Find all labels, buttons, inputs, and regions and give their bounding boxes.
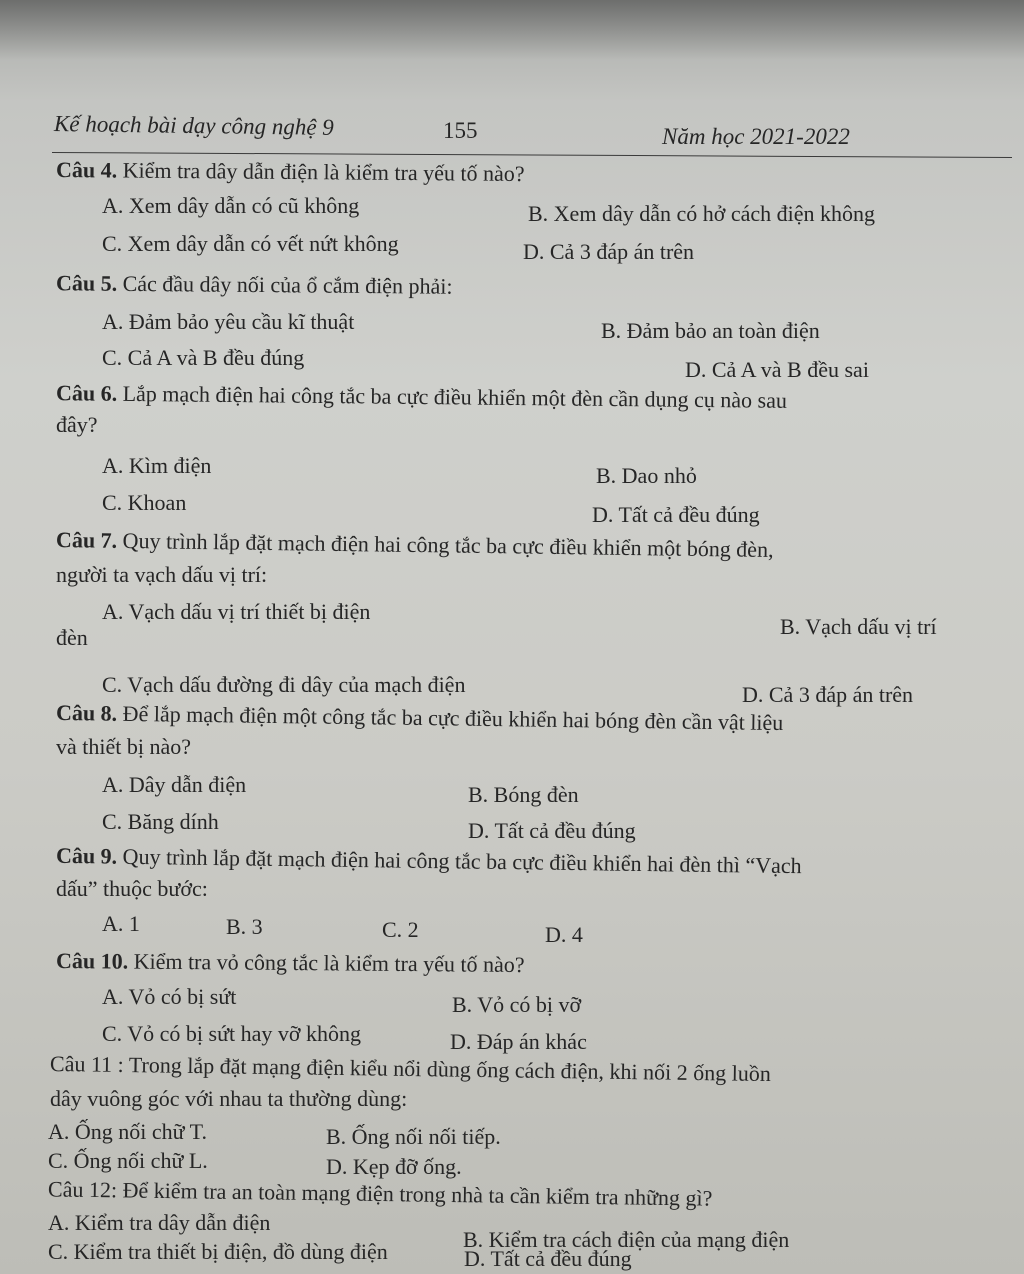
option-c: C. Ống nối chữ L. (48, 1148, 208, 1173)
question-8 (56, 700, 784, 736)
question-text: Các đầu dây nối của ổ cắm điện phải: (117, 270, 453, 299)
question-text: Quy trình lắp đặt mạch điện hai công tắc ba cực điều khiển hai đèn thì “Vạch (116, 843, 802, 879)
question-text: Kiểm tra dây dẫn điện là kiểm tra yếu tố nào? (117, 157, 525, 187)
question-text: Quy trình lắp đặt mạch điện hai công tắc ba cực điều khiển một bóng đèn, (116, 527, 774, 563)
option-c: C. Cả A và B đều đúng (102, 345, 305, 370)
question-number: Câu 8. (55, 699, 118, 726)
option-d: D. Cả 3 đáp án trên (523, 239, 695, 264)
header-school-year: Năm học 2021-2022 (662, 124, 850, 149)
question-9-continued: dấu” thuộc bước: (56, 876, 208, 901)
option-d: D. 4 (545, 922, 583, 947)
option-b: B. Vạch dấu vị trí (780, 614, 937, 639)
option-b: B. Kiểm tra cách điện của mạng điện (463, 1227, 790, 1252)
question-4 (56, 157, 525, 187)
question-number: Câu 7. (55, 526, 118, 553)
option-b: B. Ống nối nối tiếp. (326, 1124, 501, 1149)
question-11: Câu 11 : Trong lắp đặt mạng điện kiểu nổi dùng ống cách điện, khi nối 2 ống luồn (49, 1050, 771, 1087)
question-text: Kiểm tra vỏ công tắc là kiểm tra yếu tố nào? (128, 948, 525, 978)
question-number: Câu 5. (55, 270, 118, 296)
option-b: B. Bóng đèn (468, 782, 579, 807)
question-10 (56, 948, 525, 978)
option-d: D. Tất cả đều đúng (464, 1246, 632, 1271)
option-c: C. 2 (382, 917, 419, 942)
option-c: C. Xem dây dẫn có vết nứt không (102, 231, 399, 256)
option-d: D. Cả A và B đều sai (685, 357, 869, 382)
option-d: D. Kẹp đỡ ống. (326, 1154, 462, 1179)
header-title: Kế hoạch bài dạy công nghệ 9 (53, 111, 334, 140)
option-d: D. Tất cả đều đúng (592, 502, 760, 527)
option-b: B. Dao nhỏ (596, 463, 697, 488)
option-a: A. Kìm điện (102, 453, 212, 478)
question-6 (56, 380, 787, 414)
page-number: 155 (443, 118, 478, 143)
question-11-continued: dây vuông góc với nhau ta thường dùng: (50, 1086, 408, 1111)
question-5 (56, 270, 453, 299)
option-c: C. Vỏ có bị sứt hay vỡ không (102, 1021, 362, 1046)
option-b: B. Vỏ có bị vỡ (452, 992, 582, 1017)
option-c: C. Kiểm tra thiết bị điện, đồ dùng điện (48, 1239, 388, 1264)
option-a: A. Ống nối chữ T. (48, 1119, 207, 1144)
question-9 (56, 843, 802, 879)
question-text: Lắp mạch điện hai công tắc ba cực điều khiển một đèn cần dụng cụ nào sau (117, 380, 788, 413)
question-number: Câu 6. (55, 380, 118, 406)
option-d: D. Tất cả đều đúng (468, 818, 636, 843)
question-number: Câu 4. (55, 156, 118, 183)
question-number: Câu 10. (55, 947, 129, 974)
question-8-continued: và thiết bị nào? (56, 734, 192, 759)
header-rule (52, 152, 1012, 158)
question-7 (56, 527, 774, 563)
option-a: A. Đảm bảo yêu cầu kĩ thuật (102, 309, 355, 334)
question-6-continued: đây? (56, 412, 98, 437)
option-b: B. Đảm bảo an toàn điện (601, 318, 820, 343)
page-shadow (0, 0, 1024, 60)
option-b-continued: đèn (56, 625, 88, 650)
option-a: A. Dây dẫn điện (102, 772, 247, 797)
option-a: A. Vỏ có bị sứt (102, 984, 237, 1009)
option-c: C. Vạch dấu đường đi dây của mạch điện (102, 672, 466, 697)
question-number: Câu 9. (55, 842, 118, 869)
option-a: A. Vạch dấu vị trí thiết bị điện (102, 599, 371, 624)
question-7-continued: người ta vạch dấu vị trí: (56, 562, 268, 587)
option-b: B. 3 (226, 914, 263, 939)
option-a: A. Kiểm tra dây dẫn điện (48, 1210, 271, 1235)
option-a: A. Xem dây dẫn có cũ không (102, 193, 360, 218)
question-text: Để lắp mạch điện một công tắc ba cực điều khiển hai bóng đèn cần vật liệu (116, 700, 784, 736)
option-d: D. Đáp án khác (450, 1029, 587, 1054)
option-b: B. Xem dây dẫn có hở cách điện không (528, 201, 876, 226)
option-d: D. Cả 3 đáp án trên (742, 682, 914, 707)
option-c: C. Băng dính (102, 809, 219, 834)
option-a: A. 1 (102, 911, 140, 936)
option-c: C. Khoan (102, 490, 187, 515)
question-12: Câu 12: Để kiểm tra an toàn mạng điện trong nhà ta cần kiểm tra những gì? (47, 1176, 713, 1211)
